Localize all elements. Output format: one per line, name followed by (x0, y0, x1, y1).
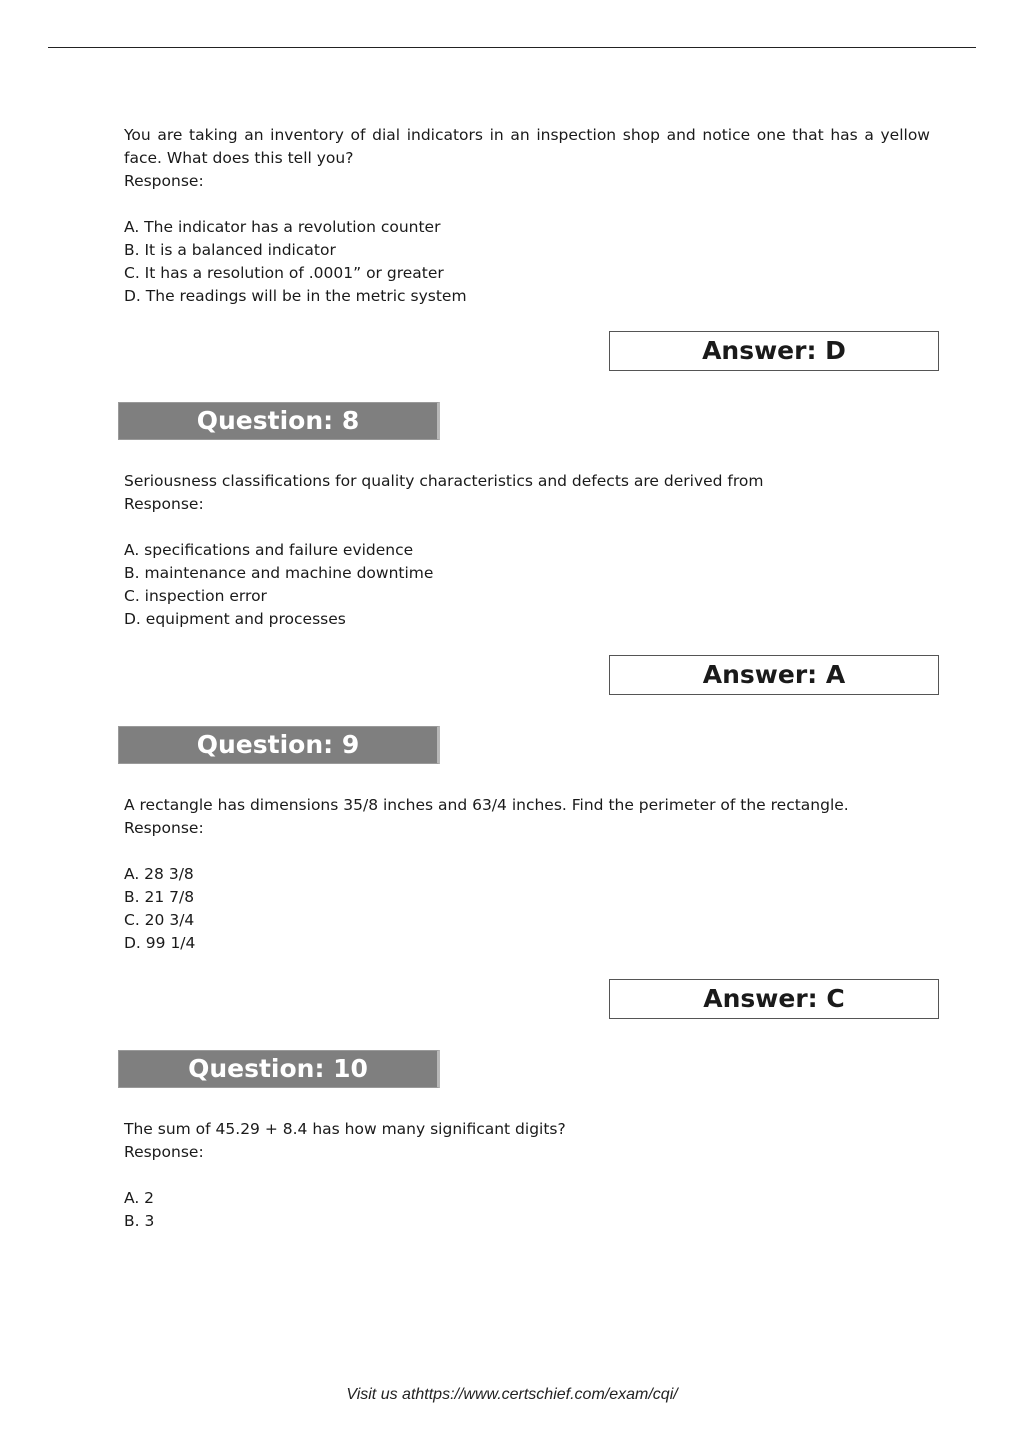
q8-title-bar: Question: 8 (118, 402, 440, 440)
q9-option-b: B. 21 7/8 (124, 888, 195, 906)
q7-options (124, 216, 930, 308)
q8-answer: Answer: A (609, 655, 939, 695)
q7-option-d: D. The readings will be in the metric system (124, 287, 467, 305)
q8-options (124, 539, 930, 631)
q8-option-b: B. maintenance and machine downtime (124, 564, 434, 582)
q8-option-c: C. inspection error (124, 587, 267, 605)
q8-option-d: D. equipment and processes (124, 610, 346, 628)
q10-title-bar: Question: 10 (118, 1050, 440, 1088)
q8-stem: Seriousness classifications for quality characteristics and defects are derived from (124, 472, 764, 490)
q9-option-d: D. 99 1/4 (124, 934, 196, 952)
q9-options (124, 863, 930, 955)
q7-answer: Answer: D (609, 331, 939, 371)
q7-stem: You are taking an inventory of dial indicators in an inspection shop and notice one that has a yellow face. What does this tell you? (124, 126, 930, 167)
q10-option-b: B. 3 (124, 1212, 155, 1230)
q7-option-b: B. It is a balanced indicator (124, 241, 336, 259)
q7-response-label: Response: (124, 172, 204, 190)
q10-option-a: A. 2 (124, 1189, 155, 1207)
q7-option-a: A. The indicator has a revolution counter (124, 218, 441, 236)
q8-option-a: A. specifications and failure evidence (124, 541, 414, 559)
q9-response-label: Response: (124, 819, 204, 837)
q9-stem: A rectangle has dimensions 35/8 inches and 63/4 inches. Find the perimeter of the rectangle. (124, 796, 849, 814)
q10-stem: The sum of 45.29 + 8.4 has how many significant digits? (124, 1120, 566, 1138)
footer-link[interactable]: Visit us athttps://www.certschief.com/exam/cqi/ (346, 1386, 678, 1403)
q9-answer: Answer: C (609, 979, 939, 1019)
q9-option-c: C. 20 3/4 (124, 911, 195, 929)
q8-response-label: Response: (124, 495, 204, 513)
header-rule (48, 47, 976, 48)
q9-option-a: A. 28 3/8 (124, 865, 194, 883)
q10-options (124, 1187, 930, 1233)
q9-title-bar: Question: 9 (118, 726, 440, 764)
q10-response-label: Response: (124, 1143, 204, 1161)
q7-option-c: C. It has a resolution of .0001” or greater (124, 264, 444, 282)
